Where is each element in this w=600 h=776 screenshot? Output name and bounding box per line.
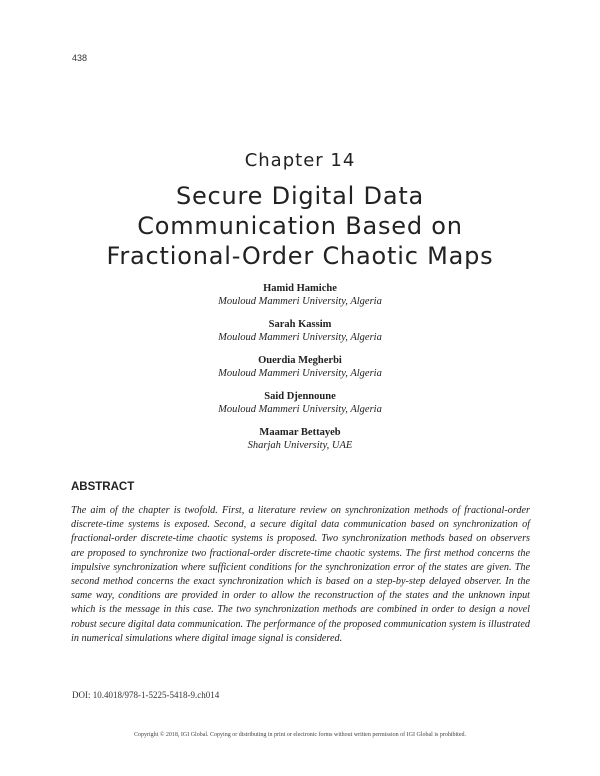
abstract-heading: ABSTRACT: [71, 481, 135, 493]
author-entry: [0, 426, 600, 462]
chapter-title-line: Fractional-Order Chaotic Maps: [106, 242, 494, 270]
author-affiliation: Mouloud Mammeri University, Algeria: [218, 404, 382, 415]
chapter-title: [40, 181, 560, 271]
author-affiliation: Mouloud Mammeri University, Algeria: [218, 296, 382, 307]
author-entry: [0, 318, 600, 354]
chapter-title-line: Secure Digital Data: [175, 182, 425, 210]
chapter-label: Chapter 14: [244, 150, 356, 171]
author-name: Hamid Hamiche: [263, 283, 337, 294]
doi: DOI: 10.4018/978-1-5225-5418-9.ch014: [72, 690, 220, 700]
copyright-notice: Copyright © 2018, IGI Global. Copying or distributing in print or electronic forms without written permission of IGI Global is prohibited.: [133, 732, 466, 738]
author-list: [0, 282, 600, 462]
author-entry: [0, 390, 600, 426]
abstract-body: The aim of the chapter is twofold. First, a literature review on synchronization methods of fractional-order discrete-time systems is exposed. Second, a secure digital data communication based on synchronization of fractional-order discrete-time chaotic systems is proposed. Two synchronization methods based on observers are proposed to synchronize two fractional-order discrete-time chaotic systems. The first method concerns the impulsive synchronization where sufficient conditions for the synchronization error of the states are given. The second method concerns the exact synchronization which is based on a step-by-step delayed observer. In the same way, conditions are provided in order to allow the reconstruction of the states and the unknown input which is the message in this case. The two synchronization methods are combined in order to design a novel robust secure digital data communication. The performance of the proposed communication system is illustrated in numerical simulations where digital image signal is considered.: [71, 505, 530, 644]
author-affiliation: Mouloud Mammeri University, Algeria: [218, 332, 382, 343]
author-name: Maamar Bettayeb: [259, 427, 341, 438]
author-entry: [0, 354, 600, 390]
page-number: 438: [72, 53, 88, 63]
author-entry: [0, 282, 600, 318]
author-affiliation: Sharjah University, UAE: [247, 440, 353, 451]
chapter-title-line: Communication Based on: [137, 212, 463, 240]
author-name: Sarah Kassim: [268, 319, 332, 330]
author-name: Ouerdia Megherbi: [258, 355, 342, 366]
author-name: Said Djennoune: [264, 391, 336, 402]
author-affiliation: Mouloud Mammeri University, Algeria: [218, 368, 382, 379]
